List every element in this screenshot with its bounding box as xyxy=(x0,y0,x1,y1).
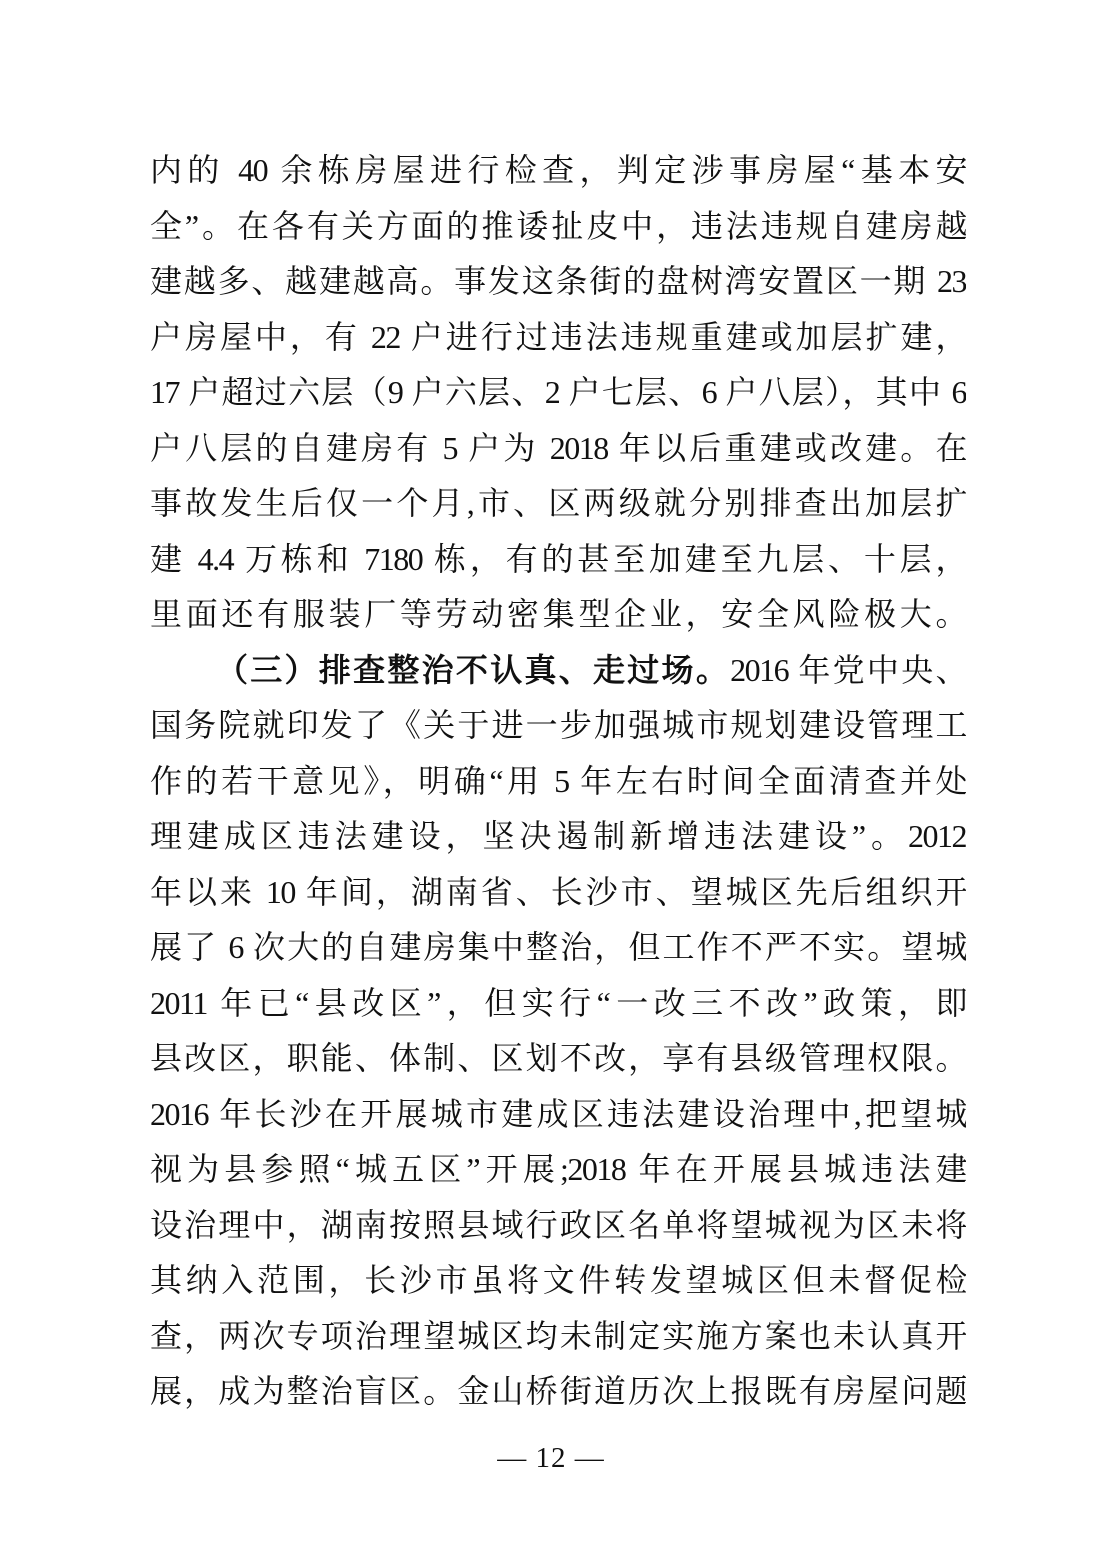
text-line: 理建成区违法建设，坚决遏制新增违法建设”。2012 xyxy=(150,818,966,854)
text-line: 建 4.4 万栋和 7180 栋，有的甚至加建至九层、十层， xyxy=(150,540,966,577)
text-line: 事故发生后仅一个月,市、区两级就分别排查出加层扩 xyxy=(150,485,966,521)
section-heading: （三）排查整治不认真、走过场。 xyxy=(216,651,731,688)
page-number: — 12 — xyxy=(497,1442,605,1474)
text-line: 年以来 10 年间，湖南省、长沙市、望城区先后组织开 xyxy=(150,873,966,910)
text-line xyxy=(150,643,966,699)
text-line: 展，成为整治盲区。金山桥街道历次上报既有房屋问题 xyxy=(150,1373,966,1409)
text-line: 2011 年已“县改区”，但实行“一改三不改”政策，即 xyxy=(150,984,966,1021)
text-line: 县改区，职能、体制、区划不改，享有县级管理权限。 xyxy=(150,1040,966,1076)
text-line: 内的 40 余栋房屋进行检查，判定涉事房屋“基本安 xyxy=(150,152,966,188)
text-line: 里面还有服装厂等劳动密集型企业，安全风险极大。 xyxy=(150,596,966,632)
text-line: 设治理中，湖南按照县域行政区名单将望城视为区未将 xyxy=(150,1206,966,1243)
text-line: 作的若干意见》，明确“用 5 年左右时间全面清查并处 xyxy=(150,762,966,799)
text-line: 17 户超过六层（9 户六层、2 户七层、6 户八层），其中 6 xyxy=(150,374,966,410)
text-line: 展了 6 次大的自建房集中整治，但工作不严不实。望城 xyxy=(150,929,966,965)
text-line: 2016 年长沙在开展城市建成区违法建设治理中,把望城 xyxy=(150,1095,966,1132)
text-line: 视为县参照“城五区”开展;2018 年在开展县城违法建 xyxy=(150,1151,966,1187)
text-line: 建越多、越建越高。事发这条街的盘树湾安置区一期 23 xyxy=(150,263,966,299)
body-text xyxy=(150,143,966,1420)
text-line: 国务院就印发了《关于进一步加强城市规划建设管理工 xyxy=(150,707,966,743)
text-line: 户八层的自建房有 5 户为 2018 年以后重建或改建。在 xyxy=(150,429,966,466)
text-line: 户房屋中，有 22 户进行过违法违规重建或加层扩建， xyxy=(150,318,966,355)
text-line: 其纳入范围，长沙市虽将文件转发望城区但未督促检 xyxy=(150,1262,966,1298)
text-line: 全”。在各有关方面的推诿扯皮中，违法违规自建房越 xyxy=(150,207,966,244)
text-line: 查，两次专项治理望城区均未制定实施方案也未认真开 xyxy=(150,1317,966,1354)
text-run: 2016 年党中央、 xyxy=(730,651,966,688)
